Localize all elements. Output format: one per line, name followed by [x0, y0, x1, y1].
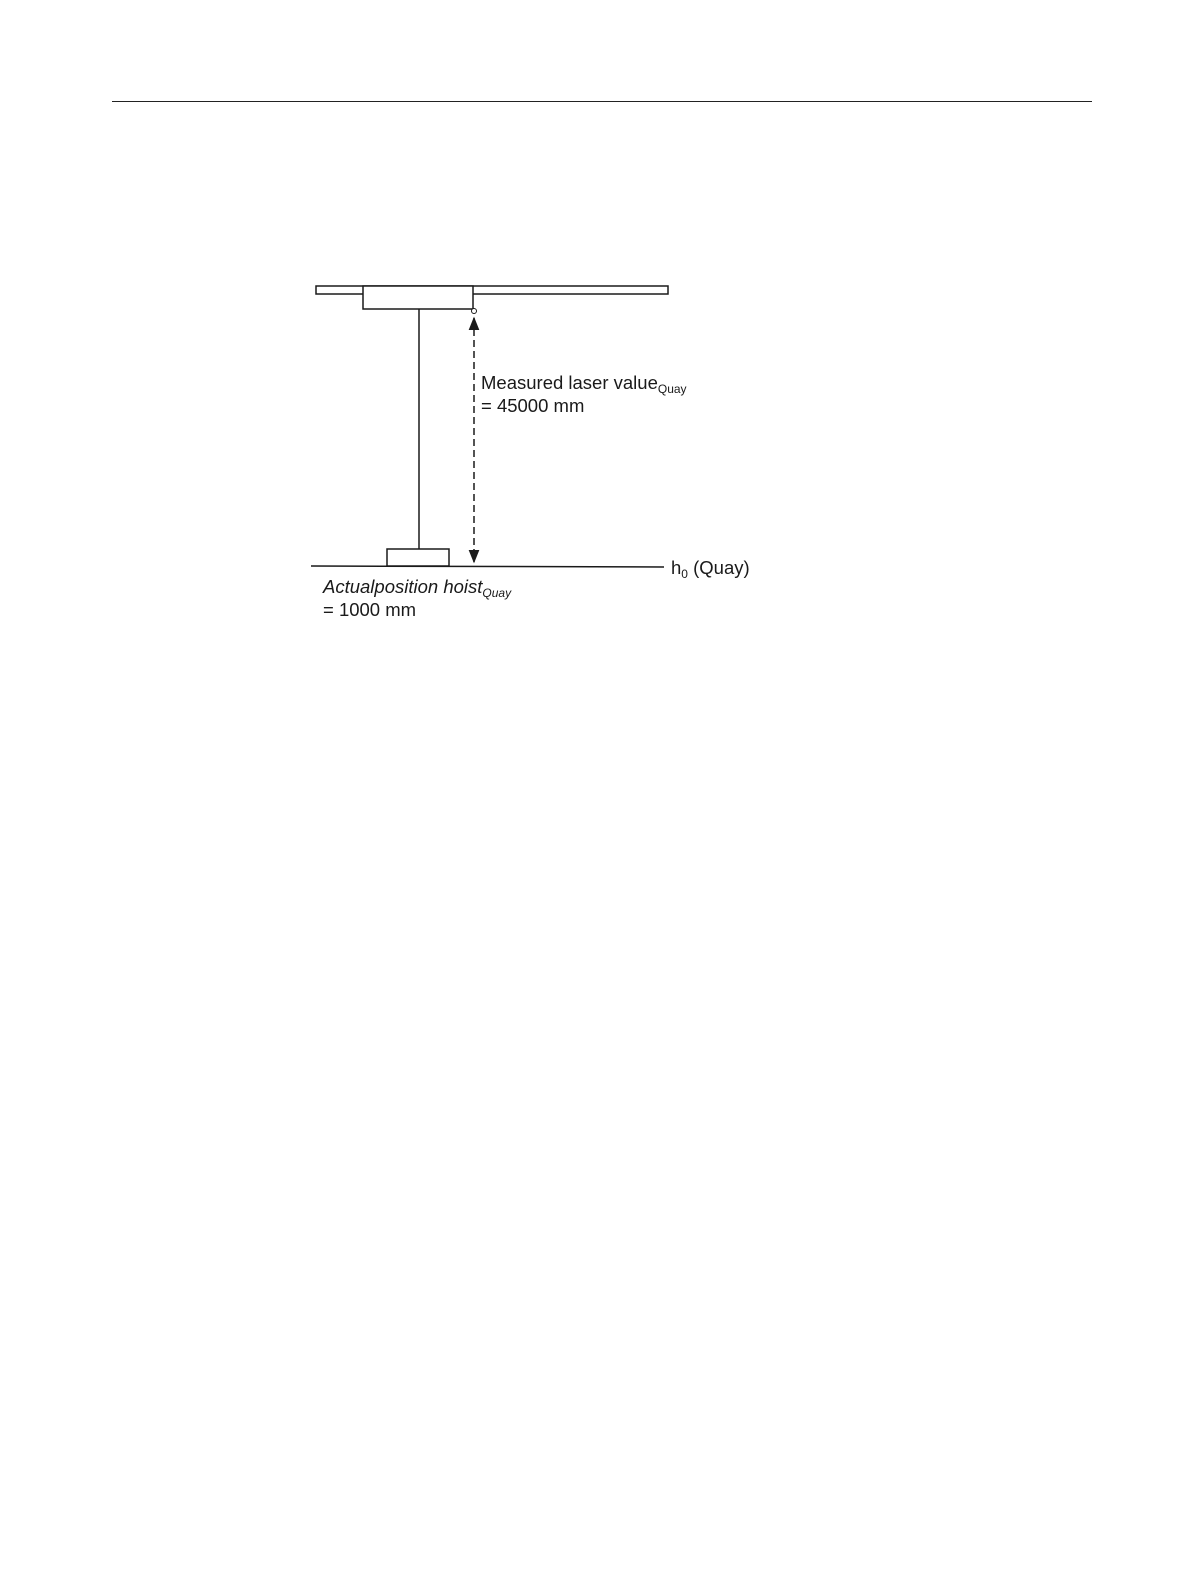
ground-label-subscript: 0	[681, 567, 688, 581]
hoist-position-label	[323, 575, 511, 621]
hoist-label-subscript: Quay	[482, 586, 512, 600]
laser-label-subscript: Quay	[657, 382, 687, 396]
hoist-label-value: = 1000 mm	[323, 599, 417, 620]
ground-reference-label	[671, 556, 750, 579]
laser-value-label	[481, 371, 687, 417]
quay-ground-line	[311, 566, 664, 567]
laser-label-main: Measured laser value	[481, 372, 658, 393]
laser-sensor-icon	[472, 309, 477, 314]
spreader-box	[387, 549, 449, 566]
trolley-box	[363, 286, 473, 309]
ground-label-suffix: (Quay)	[687, 557, 750, 578]
hoist-label-main: Actualposition hoist	[323, 576, 483, 597]
laser-label-value: = 45000 mm	[481, 395, 585, 416]
ground-label-main: h	[671, 557, 682, 578]
